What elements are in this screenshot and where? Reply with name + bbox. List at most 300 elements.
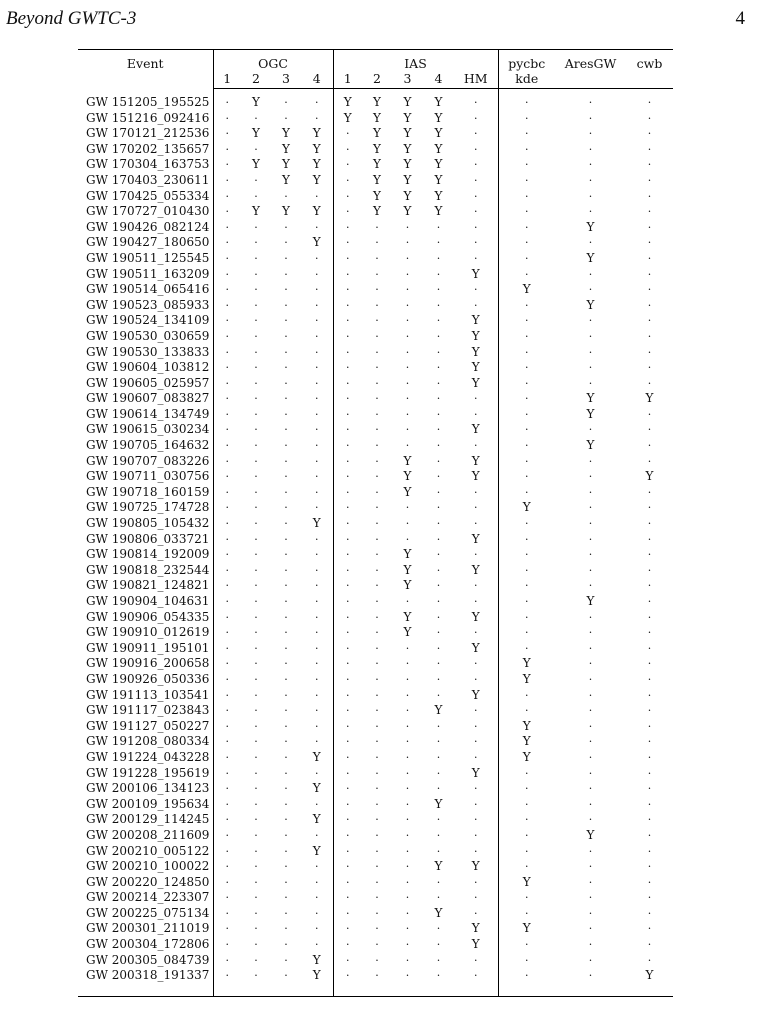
ogc3-cell: · <box>284 189 288 203</box>
aresgw-cell: · <box>588 860 593 874</box>
cwb-cell: · <box>647 142 652 156</box>
ogc2-cell: · <box>254 532 258 546</box>
aresgw-cell: · <box>588 376 593 390</box>
cwb-cell: Y <box>645 391 654 406</box>
iashm-cell: · <box>474 891 478 905</box>
event-name-cell: GW 190523_085933 <box>86 297 210 312</box>
table-row <box>78 625 673 641</box>
ias1-cell: · <box>333 781 362 797</box>
table-row <box>78 703 673 719</box>
iashm-cell: · <box>474 173 478 187</box>
iashm-cell: Y <box>471 687 480 702</box>
ias3-cell: · <box>405 407 410 421</box>
pycbc-cell: · <box>498 298 555 314</box>
ias4-cell: · <box>436 345 441 359</box>
iashm-cell: · <box>474 657 478 671</box>
ias2-cell: · <box>375 532 379 546</box>
ias4-cell: · <box>436 439 441 453</box>
ias2-cell: · <box>375 610 379 624</box>
aresgw-cell: Y <box>586 297 595 312</box>
iashm-cell: · <box>474 797 478 811</box>
ogc3-cell: · <box>284 797 288 811</box>
aresgw-cell: Y <box>586 827 595 842</box>
cwb-cell: · <box>647 329 652 343</box>
ias2-cell: · <box>375 267 379 281</box>
aresgw-cell: · <box>588 283 593 297</box>
ias2-cell: · <box>375 704 379 718</box>
event-name-cell: GW 190607_083827 <box>86 391 210 406</box>
pycbc-cell: · <box>498 469 555 485</box>
pycbc-cell: · <box>498 407 555 423</box>
cwb-cell: · <box>647 672 652 686</box>
ias3-cell: · <box>405 922 410 936</box>
ogc1-cell: · <box>213 734 241 750</box>
group-header-row <box>78 50 673 72</box>
ogc4-cell: · <box>315 329 319 343</box>
ias2-cell: · <box>375 750 379 764</box>
ias4-cell: · <box>436 953 441 967</box>
ias4-cell: · <box>436 688 441 702</box>
ogc1-cell: · <box>213 906 241 922</box>
ias2-cell: · <box>375 875 379 889</box>
ogc1-cell: · <box>213 625 241 641</box>
pycbc-cell: · <box>498 906 555 922</box>
ias4-cell: · <box>436 626 441 640</box>
ogc2-cell: · <box>254 766 258 780</box>
iashm-cell: Y <box>471 609 480 624</box>
ogc1-cell: · <box>213 500 241 516</box>
pycbc-cell: · <box>498 329 555 345</box>
ias4-cell: · <box>436 579 441 593</box>
ias3-cell: · <box>405 314 410 328</box>
aresgw-cell: · <box>588 173 593 187</box>
aresgw-cell: · <box>588 345 593 359</box>
ias2-cell: · <box>375 517 379 531</box>
pycbc-cell: · <box>498 532 555 548</box>
iashm-cell: · <box>474 439 478 453</box>
ias3-cell: · <box>405 750 410 764</box>
ogc1-cell: · <box>213 251 241 267</box>
ogc3-cell: · <box>284 251 288 265</box>
ogc2-cell: · <box>254 329 258 343</box>
ias1-cell: · <box>333 610 362 626</box>
iashm-cell: · <box>454 968 498 996</box>
cwb-cell: · <box>647 407 652 421</box>
event-name-cell: GW 190707_083226 <box>86 453 210 468</box>
event-name-cell: GW 190821_124821 <box>86 578 210 593</box>
ogc1-cell: · <box>213 547 241 563</box>
table-row <box>78 516 673 532</box>
pycbc-cell: · <box>498 422 555 438</box>
pycbc-cell: · <box>498 313 555 329</box>
cwb-cell: · <box>647 127 652 141</box>
iashm-cell: · <box>474 626 478 640</box>
event-name-cell: GW 190814_192009 <box>86 547 210 562</box>
ias1-cell: · <box>333 469 362 485</box>
page-number: 4 <box>735 8 745 29</box>
ogc3-cell: · <box>284 626 288 640</box>
ias1-cell: · <box>333 859 362 875</box>
ias1-cell: · <box>333 953 362 969</box>
ogc1-cell: · <box>213 360 241 376</box>
ogc4-cell: · <box>315 111 319 125</box>
ogc2-cell: · <box>254 704 258 718</box>
pycbc-cell: · <box>498 563 555 579</box>
ogc2-cell: · <box>254 953 258 967</box>
event-name-cell: GW 200129_114245 <box>86 812 210 827</box>
ias4-cell: · <box>436 782 441 796</box>
iashm-cell: · <box>474 719 478 733</box>
ogc4-cell: · <box>315 875 319 889</box>
cwb-cell: · <box>647 548 652 562</box>
pycbc-cell: Y <box>498 921 555 937</box>
iashm-cell: · <box>474 407 478 421</box>
event-name-cell: GW 190718_160159 <box>86 484 210 499</box>
ogc3-cell: · <box>284 517 288 531</box>
cwb-cell: · <box>647 735 652 749</box>
ogc4-cell: · <box>315 641 319 655</box>
iashm-cell: · <box>474 189 478 203</box>
ogc2-cell: · <box>254 142 258 156</box>
ogc4-cell: Y <box>312 172 321 187</box>
ias4-cell: · <box>436 361 441 375</box>
ogc1-cell: · <box>213 391 241 407</box>
event-name-cell: GW 200210_005122 <box>86 843 210 858</box>
ogc4-cell: · <box>315 626 319 640</box>
aresgw-cell: · <box>588 844 593 858</box>
ogc4-cell: · <box>315 439 319 453</box>
ias2-cell: · <box>375 361 379 375</box>
cwb-cell: · <box>647 267 652 281</box>
ias2-cell: · <box>375 392 379 406</box>
ias1-cell: · <box>333 532 362 548</box>
aresgw-cell: · <box>588 641 593 655</box>
ias4-cell: Y <box>434 796 443 811</box>
ogc1-cell: · <box>213 220 241 236</box>
ias2-cell: Y <box>373 172 381 187</box>
table-row <box>78 469 673 485</box>
table-row <box>78 251 673 267</box>
ias3-cell: · <box>405 875 410 889</box>
table-row <box>78 906 673 922</box>
cwb-cell: · <box>647 938 652 952</box>
table-row <box>78 953 673 969</box>
ogc2-cell: · <box>254 517 258 531</box>
ias1-cell: · <box>333 921 362 937</box>
ias4-cell: · <box>436 501 441 515</box>
ias3-cell: Y <box>403 172 412 187</box>
ogc4-cell: · <box>315 345 319 359</box>
ias1-cell: · <box>333 797 362 813</box>
ogc1-cell: · <box>213 469 241 485</box>
ogc2-cell: · <box>254 470 258 484</box>
ias2-cell: · <box>375 860 379 874</box>
iashm-cell: Y <box>471 640 480 655</box>
ogc1-cell: · <box>213 921 241 937</box>
ias2-cell: · <box>375 641 379 655</box>
pycbc-cell: · <box>498 95 555 111</box>
ogc1-cell: · <box>213 329 241 345</box>
ogc4-cell: Y <box>312 204 321 219</box>
ogc2-cell: · <box>254 906 258 920</box>
iashm-cell: Y <box>471 453 480 468</box>
ias2-cell: · <box>375 439 379 453</box>
ogc-sub-2: 2 <box>241 71 271 89</box>
ogc2-cell: Y <box>252 204 260 219</box>
iashm-cell: · <box>474 595 478 608</box>
ias1-cell: · <box>333 438 362 454</box>
ogc3-cell: · <box>284 579 288 593</box>
pycbc-cell: · <box>498 578 555 594</box>
event-name-cell: GW 170403_230611 <box>86 172 210 187</box>
ogc3-cell: · <box>284 953 288 967</box>
ogc1-cell: · <box>213 766 241 782</box>
event-name-cell: GW 170727_010430 <box>86 204 210 219</box>
pycbc-cell: Y <box>498 282 555 298</box>
ias1-cell: · <box>333 220 362 236</box>
ogc2-cell: · <box>254 641 258 655</box>
ogc4-cell: · <box>315 922 319 936</box>
ogc3-cell: · <box>284 563 288 577</box>
ogc2-cell: · <box>254 782 258 796</box>
ogc1-cell: · <box>213 937 241 953</box>
ias3-cell: · <box>405 251 410 265</box>
ias3-cell: · <box>405 860 410 874</box>
ias2-cell: · <box>375 735 379 749</box>
ogc2-cell: · <box>254 563 258 577</box>
ias1-cell: · <box>333 594 362 610</box>
aresgw-cell: · <box>588 205 593 219</box>
ogc3-cell: · <box>284 423 288 437</box>
ias3-cell: · <box>405 236 410 250</box>
ogc3-cell: · <box>284 96 288 109</box>
ogc4-cell: · <box>315 610 319 624</box>
aresgw-cell: Y <box>586 438 595 453</box>
aresgw-cell: Y <box>586 391 595 406</box>
pycbc-cell: · <box>498 641 555 657</box>
ias1-cell: · <box>333 345 362 361</box>
ias4-cell: · <box>436 407 441 421</box>
ogc1-cell: · <box>213 485 241 501</box>
pycbc-cell: Y <box>498 734 555 750</box>
table-row <box>78 235 673 251</box>
ias4-cell: · <box>436 283 441 297</box>
aresgw-header: AresGW <box>555 50 626 72</box>
ias4-cell: · <box>436 423 441 437</box>
ias4-cell: Y <box>434 703 443 718</box>
ogc1-cell: · <box>213 953 241 969</box>
ogc1-cell: · <box>213 750 241 766</box>
ogc1-cell: · <box>213 610 241 626</box>
pycbc-cell: · <box>498 516 555 532</box>
ias1-cell: · <box>333 142 362 158</box>
ogc2-cell: · <box>254 111 258 125</box>
ogc3-cell: · <box>284 283 288 297</box>
ias3-cell: · <box>405 719 410 733</box>
pycbc-cell: · <box>498 844 555 860</box>
ogc3-cell: · <box>284 641 288 655</box>
ias1-cell: · <box>333 688 362 704</box>
ias2-cell: · <box>375 595 379 608</box>
ogc-group-header: OGC <box>213 50 333 72</box>
ias1-cell: · <box>333 890 362 906</box>
ogc2-cell: · <box>254 189 258 203</box>
ogc2-cell: · <box>254 423 258 437</box>
ias2-cell: · <box>375 579 379 593</box>
ias4-cell: · <box>436 517 441 531</box>
ogc4-cell: Y <box>312 749 321 764</box>
ias3-cell: Y <box>403 469 412 484</box>
ogc3-cell: · <box>271 968 301 996</box>
event-name-cell: GW 190511_125545 <box>86 250 210 265</box>
table-row <box>78 313 673 329</box>
event-name-cell: GW 200304_172806 <box>86 937 210 952</box>
aresgw-cell: · <box>588 626 593 640</box>
ogc-sub-4: 4 <box>301 71 333 89</box>
iashm-cell: · <box>474 392 478 406</box>
ogc2-cell: · <box>254 407 258 421</box>
ias4-cell: · <box>436 376 441 390</box>
ogc1-cell: · <box>213 890 241 906</box>
ogc1-cell: · <box>213 204 241 220</box>
event-name-cell: GW 151216_092416 <box>86 110 210 125</box>
ogc3-cell: · <box>284 298 288 312</box>
ogc4-cell: Y <box>312 812 321 827</box>
table-row <box>78 345 673 361</box>
ogc1-cell: · <box>213 376 241 392</box>
aresgw-cell: · <box>588 657 593 671</box>
ogc1-cell: · <box>213 345 241 361</box>
table-row <box>78 267 673 283</box>
pycbc-cell: · <box>498 610 555 626</box>
event-name-cell: GW 190524_134109 <box>86 313 210 328</box>
pycbc-cell: · <box>498 142 555 158</box>
pycbc-cell: · <box>498 594 555 610</box>
aresgw-cell: Y <box>586 594 595 608</box>
ias3-cell: · <box>405 345 410 359</box>
pycbc-cell: · <box>498 968 555 996</box>
aresgw-cell: · <box>588 111 593 125</box>
event-name-cell: GW 170425_055334 <box>86 188 210 203</box>
cwb-cell: · <box>647 610 652 624</box>
ogc2-cell: · <box>254 797 258 811</box>
ogc1-cell: · <box>213 516 241 532</box>
ogc2-cell: · <box>254 454 258 468</box>
cwb-cell: · <box>647 96 652 109</box>
ias3-cell: · <box>405 891 410 905</box>
cwb-cell: · <box>647 205 652 219</box>
ogc4-cell: · <box>315 828 319 842</box>
iashm-cell: Y <box>471 469 480 484</box>
event-name-cell: GW 151205_195525 <box>86 95 210 109</box>
ias2-cell: · <box>375 906 379 920</box>
ias3-cell: · <box>405 828 410 842</box>
ias1-cell: · <box>333 422 362 438</box>
table-row <box>78 485 673 501</box>
ias2-cell: Y <box>373 188 381 203</box>
ogc3-cell: · <box>284 828 288 842</box>
ias4-cell: Y <box>434 157 443 172</box>
aresgw-cell: · <box>588 470 593 484</box>
iashm-cell: · <box>474 111 478 125</box>
table-row <box>78 189 673 205</box>
ogc3-cell: · <box>284 813 288 827</box>
event-name-cell: GW 200318_191337 <box>78 968 213 996</box>
ogc3-cell: · <box>284 844 288 858</box>
ogc4-cell: · <box>315 595 319 608</box>
ias1-cell: · <box>333 189 362 205</box>
cwb-cell: · <box>647 922 652 936</box>
event-name-cell: GW 190818_232544 <box>86 562 210 577</box>
aresgw-cell: · <box>588 782 593 796</box>
ias4-cell: · <box>436 595 441 608</box>
aresgw-cell: · <box>588 142 593 156</box>
ogc1-cell: · <box>213 95 241 111</box>
table-row <box>78 532 673 548</box>
ias3-cell: · <box>405 938 410 952</box>
ias1-cell: · <box>333 968 362 996</box>
iashm-cell: · <box>474 205 478 219</box>
ogc3-cell: · <box>284 314 288 328</box>
iashm-cell: · <box>474 875 478 889</box>
iashm-cell: Y <box>471 313 480 328</box>
ogc4-cell: · <box>315 470 319 484</box>
ogc1-cell: · <box>213 298 241 314</box>
aresgw-cell: · <box>588 236 593 250</box>
table-row <box>78 142 673 158</box>
ias3-cell: · <box>405 283 410 297</box>
ogc3-cell: · <box>284 610 288 624</box>
iashm-cell: Y <box>471 266 480 281</box>
ias3-cell: · <box>405 953 410 967</box>
iashm-cell: · <box>474 704 478 718</box>
ogc3-cell: · <box>284 719 288 733</box>
ogc3-cell: · <box>284 657 288 671</box>
ogc4-cell: · <box>315 392 319 406</box>
ias2-cell: · <box>375 922 379 936</box>
cwb-cell: · <box>647 797 652 811</box>
cwb-cell: · <box>647 532 652 546</box>
ogc1-cell: · <box>213 157 241 173</box>
ias2-cell: · <box>362 968 392 996</box>
aresgw-cell: · <box>588 189 593 203</box>
iashm-cell: · <box>474 672 478 686</box>
ogc4-cell: · <box>315 548 319 562</box>
aresgw-cell: · <box>588 314 593 328</box>
ias4-cell: · <box>436 485 441 499</box>
iashm-cell: Y <box>471 531 480 546</box>
pycbc-cell: · <box>498 204 555 220</box>
pycbc-cell: · <box>498 859 555 875</box>
ogc1-cell: · <box>213 844 241 860</box>
ias-group-header: IAS <box>333 50 498 72</box>
cwb-cell: · <box>647 563 652 577</box>
table-row <box>78 719 673 735</box>
ogc4-cell: Y <box>312 952 321 967</box>
ogc4-cell: · <box>315 579 319 593</box>
running-head: Beyond GWTC-3 <box>6 8 137 29</box>
pycbc-cell: · <box>498 251 555 267</box>
cwb-cell: Y <box>626 968 673 996</box>
ogc4-cell: · <box>315 906 319 920</box>
pycbc-cell: · <box>498 173 555 189</box>
pycbc-cell: Y <box>498 500 555 516</box>
ias2-cell: · <box>375 766 379 780</box>
ogc4-cell: Y <box>301 968 333 996</box>
ogc1-cell: · <box>213 235 241 251</box>
ogc4-cell: Y <box>312 781 321 796</box>
iashm-cell: · <box>474 485 478 499</box>
